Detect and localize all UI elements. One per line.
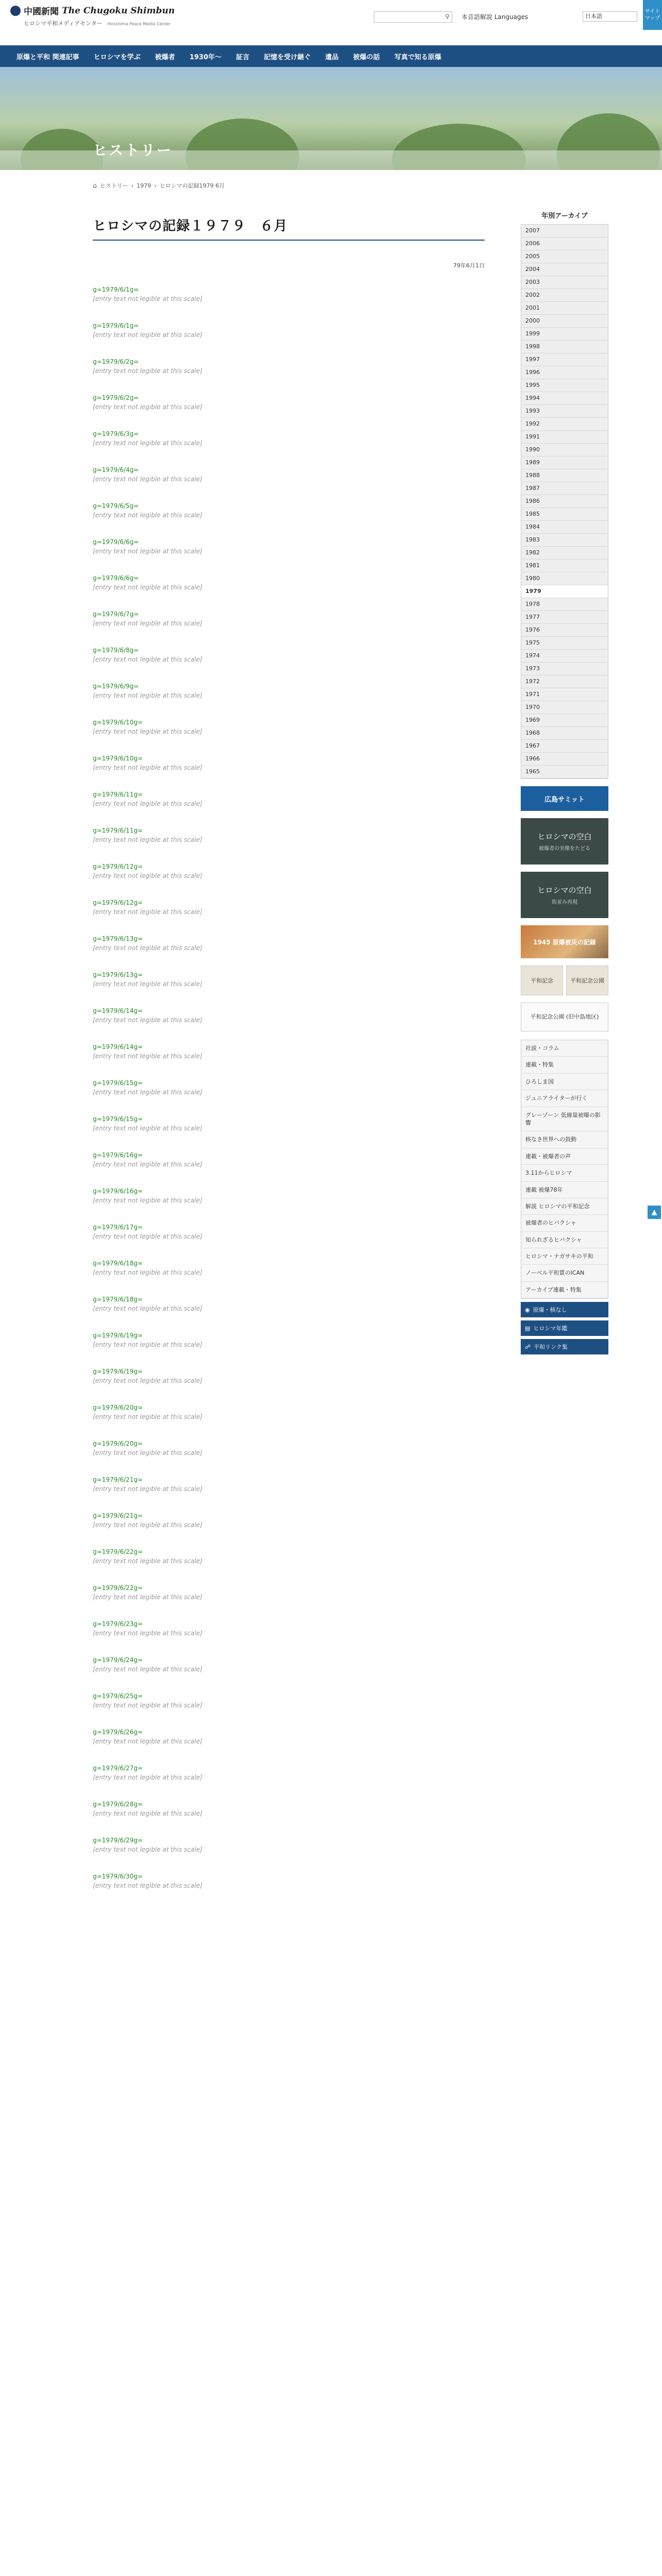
nav-item-history[interactable]: 1930年〜 bbox=[189, 53, 222, 61]
entry-date: g=1979/6/16g= bbox=[93, 1188, 143, 1195]
year-item-1993[interactable]: 1993 bbox=[521, 405, 608, 418]
year-item-1973[interactable]: 1973 bbox=[521, 663, 608, 675]
year-item-2007[interactable]: 2007 bbox=[521, 225, 608, 238]
entry-text: [entry text not legible at this scale] bbox=[93, 1557, 203, 1565]
year-item-1998[interactable]: 1998 bbox=[521, 341, 608, 353]
banner-peace-park-nakajima[interactable]: 平和記念公園 (旧中島地区) bbox=[521, 1003, 608, 1031]
nav-item-photos[interactable]: 写真で知る原爆 bbox=[394, 53, 441, 61]
site-logo[interactable] bbox=[10, 4, 175, 27]
banner-1945-record[interactable]: 1945 原爆被災の記録 bbox=[521, 925, 608, 958]
banner-peace-memorial[interactable]: 平和記念 bbox=[521, 965, 563, 995]
banner-subtitle: 街並み再現 bbox=[552, 900, 577, 905]
search-icon[interactable]: ⚲ bbox=[445, 13, 450, 20]
entry-item bbox=[93, 1187, 485, 1215]
entry-text: [entry text not legible at this scale] bbox=[93, 872, 203, 879]
entry-text: [entry text not legible at this scale] bbox=[93, 1197, 203, 1204]
entry-text: [entry text not legible at this scale] bbox=[93, 476, 203, 483]
entry-text: [entry text not legible at this scale] bbox=[93, 1269, 203, 1276]
banner-subtitle: 被爆者の実像をたどる bbox=[539, 846, 590, 852]
entry-item bbox=[93, 1403, 485, 1432]
entry-text: [entry text not legible at this scale] bbox=[93, 367, 203, 375]
entry-date: g=1979/6/26g= bbox=[93, 1728, 143, 1736]
sidebar-link[interactable]: 連載 被爆78年 bbox=[521, 1182, 608, 1198]
entry-item bbox=[93, 718, 485, 747]
logo-en: The Chugoku Shimbun bbox=[62, 5, 175, 16]
entry-text: [entry text not legible at this scale] bbox=[93, 295, 203, 302]
year-item-2006[interactable]: 2006 bbox=[521, 238, 608, 250]
page-title: ヒロシマの記録１９７９ ６月 bbox=[93, 218, 288, 234]
entry-date: g=1979/6/11g= bbox=[93, 791, 143, 798]
banner-row bbox=[521, 965, 608, 995]
entry-text: [entry text not legible at this scale] bbox=[93, 403, 203, 411]
year-item-1992[interactable]: 1992 bbox=[521, 418, 608, 431]
entry-text: [entry text not legible at this scale] bbox=[93, 512, 203, 519]
logo-sub-jp: ヒロシマ平和メディアセンター bbox=[24, 20, 103, 27]
entry-item bbox=[93, 1475, 485, 1504]
entry-item bbox=[93, 790, 485, 819]
banner-peace-park[interactable]: 平和記念公園 bbox=[566, 965, 608, 995]
sidebar-link[interactable]: ヒロシマ・ナガサキの平和 bbox=[521, 1248, 608, 1265]
entry-item bbox=[93, 646, 485, 674]
banner-title: ヒロシマの空白 bbox=[537, 832, 592, 841]
entry-date: g=1979/6/13g= bbox=[93, 971, 143, 978]
entry-text: [entry text not legible at this scale] bbox=[93, 1413, 203, 1420]
logo-jp: 中國新聞 bbox=[24, 7, 59, 17]
entry-date: g=1979/6/18g= bbox=[93, 1260, 143, 1267]
entry-date: g=1979/6/14g= bbox=[93, 1007, 143, 1014]
hero-banner bbox=[0, 67, 662, 170]
year-item-2001[interactable]: 2001 bbox=[521, 302, 608, 315]
entry-date: g=1979/6/12g= bbox=[93, 863, 143, 870]
banner-hiroshima-blank[interactable] bbox=[521, 818, 608, 865]
year-item-1971[interactable]: 1971 bbox=[521, 688, 608, 701]
entry-item bbox=[93, 1655, 485, 1684]
entry-item bbox=[93, 537, 485, 566]
entry-text: [entry text not legible at this scale] bbox=[93, 836, 203, 843]
top-header bbox=[0, 0, 662, 30]
year-item-1987[interactable]: 1987 bbox=[521, 482, 608, 495]
sidebar-link[interactable]: 3.11からヒロシマ bbox=[521, 1165, 608, 1181]
entry-text: [entry text not legible at this scale] bbox=[93, 1702, 203, 1709]
year-item-1986[interactable]: 1986 bbox=[521, 495, 608, 508]
year-item-2002[interactable]: 2002 bbox=[521, 289, 608, 302]
year-item-1999[interactable]: 1999 bbox=[521, 328, 608, 341]
year-item-1996[interactable]: 1996 bbox=[521, 366, 608, 379]
entry-text: [entry text not legible at this scale] bbox=[93, 1053, 203, 1060]
search-input[interactable] bbox=[374, 11, 452, 23]
entry-item bbox=[93, 1295, 485, 1324]
hero-title: ヒストリー bbox=[93, 142, 173, 159]
entry-text: [entry text not legible at this scale] bbox=[93, 1377, 203, 1384]
entry-item bbox=[93, 1114, 485, 1143]
sidebar-link[interactable]: ジュニアライターが行く bbox=[521, 1090, 608, 1107]
entry-item bbox=[93, 970, 485, 999]
entry-item bbox=[93, 1619, 485, 1648]
sidebar-link[interactable]: 知られざるヒバクシャ bbox=[521, 1232, 608, 1248]
entry-item bbox=[93, 1331, 485, 1360]
breadcrumb-current: ヒロシマの記録1979 6月 bbox=[159, 182, 225, 189]
breadcrumb-separator: › bbox=[131, 182, 134, 189]
entry-item bbox=[93, 682, 485, 710]
year-item-1968[interactable]: 1968 bbox=[521, 727, 608, 740]
year-item-1979[interactable]: 1979 bbox=[521, 585, 608, 598]
entry-text: [entry text not legible at this scale] bbox=[93, 439, 203, 447]
sidebar-button-links[interactable] bbox=[521, 1339, 608, 1354]
year-item-1990[interactable]: 1990 bbox=[521, 444, 608, 456]
entry-date: g=1979/6/4g= bbox=[93, 466, 139, 473]
year-item-1969[interactable]: 1969 bbox=[521, 714, 608, 727]
entry-date: g=1979/6/18g= bbox=[93, 1296, 143, 1303]
entry-date: g=1979/6/19g= bbox=[93, 1368, 143, 1375]
entry-text: [entry text not legible at this scale] bbox=[93, 1521, 203, 1529]
entry-item bbox=[93, 1439, 485, 1468]
year-item-1984[interactable]: 1984 bbox=[521, 521, 608, 534]
entry-text: [entry text not legible at this scale] bbox=[93, 1125, 203, 1132]
logo-main bbox=[10, 4, 175, 17]
entry-date: g=1979/6/25g= bbox=[93, 1692, 143, 1700]
entry-item bbox=[93, 754, 485, 783]
entry-item bbox=[93, 826, 485, 855]
entry-text: [entry text not legible at this scale] bbox=[93, 944, 203, 952]
entry-text: [entry text not legible at this scale] bbox=[93, 548, 203, 555]
year-item-2003[interactable]: 2003 bbox=[521, 276, 608, 289]
entry-list bbox=[93, 285, 485, 1901]
entry-item bbox=[93, 1042, 485, 1071]
entry-item bbox=[93, 1006, 485, 1035]
entry-item bbox=[93, 573, 485, 602]
entry-text: [entry text not legible at this scale] bbox=[93, 1305, 203, 1312]
entry-text: [entry text not legible at this scale] bbox=[93, 1846, 203, 1853]
sitemap-button[interactable]: サイトマップ bbox=[643, 0, 662, 30]
year-item-1985[interactable]: 1985 bbox=[521, 508, 608, 521]
entry-date: g=1979/6/14g= bbox=[93, 1043, 143, 1050]
entry-date: g=1979/6/23g= bbox=[93, 1620, 143, 1628]
entry-date: g=1979/6/10g= bbox=[93, 755, 143, 762]
year-item-1983[interactable]: 1983 bbox=[521, 534, 608, 547]
banner-title: ヒロシマの空白 bbox=[537, 886, 592, 895]
entry-date: g=1979/6/12g= bbox=[93, 899, 143, 906]
year-item-1965[interactable]: 1965 bbox=[521, 766, 608, 778]
entry-date: g=1979/6/10g= bbox=[93, 719, 143, 726]
globe-icon: ◉ bbox=[525, 1306, 530, 1313]
entry-item bbox=[93, 1727, 485, 1756]
entry-date: g=1979/6/22g= bbox=[93, 1548, 143, 1555]
entry-text: [entry text not legible at this scale] bbox=[93, 1630, 203, 1637]
year-item-1972[interactable]: 1972 bbox=[521, 675, 608, 688]
year-item-1980[interactable]: 1980 bbox=[521, 572, 608, 585]
title-divider bbox=[93, 240, 485, 241]
entry-date: g=1979/6/5g= bbox=[93, 502, 139, 510]
year-item-1975[interactable]: 1975 bbox=[521, 637, 608, 650]
entry-text: [entry text not legible at this scale] bbox=[93, 1161, 203, 1168]
entry-date: g=1979/6/29g= bbox=[93, 1837, 143, 1844]
entry-item bbox=[93, 609, 485, 638]
year-item-1989[interactable]: 1989 bbox=[521, 456, 608, 469]
nav-item-articles[interactable]: 原爆と平和 関連記事 bbox=[16, 53, 79, 61]
year-item-1977[interactable]: 1977 bbox=[521, 611, 608, 624]
year-item-1982[interactable]: 1982 bbox=[521, 547, 608, 560]
entry-item bbox=[93, 429, 485, 458]
entry-text: [entry text not legible at this scale] bbox=[93, 1233, 203, 1240]
logo-mark-icon bbox=[10, 6, 21, 16]
year-archive-list bbox=[521, 225, 608, 779]
sidebar-link[interactable]: 連載・特集 bbox=[521, 1057, 608, 1073]
breadcrumb-separator: › bbox=[154, 182, 157, 189]
entry-text: [entry text not legible at this scale] bbox=[93, 800, 203, 807]
publish-date: 79年6月1日 bbox=[453, 262, 485, 269]
entry-date: g=1979/6/15g= bbox=[93, 1079, 143, 1087]
banner-hiroshima-blank-town[interactable] bbox=[521, 872, 608, 918]
breadcrumb-item[interactable]: ヒストリー bbox=[100, 182, 128, 189]
sidebar-link[interactable]: 社説・コラム bbox=[521, 1040, 608, 1057]
entry-date: g=1979/6/19g= bbox=[93, 1332, 143, 1339]
language-label: 本音語解說 Languages bbox=[461, 13, 528, 21]
sidebar-link[interactable]: 核なき世界への鼓動 bbox=[521, 1131, 608, 1148]
nav-item-relics[interactable]: 遺品 bbox=[325, 53, 339, 61]
entry-text: [entry text not legible at this scale] bbox=[93, 692, 203, 699]
entry-date: g=1979/6/30g= bbox=[93, 1873, 143, 1880]
entry-text: [entry text not legible at this scale] bbox=[93, 584, 203, 591]
entry-text: [entry text not legible at this scale] bbox=[93, 980, 203, 988]
sidebar-button-label: 平和リンク集 bbox=[534, 1344, 568, 1351]
entry-text: [entry text not legible at this scale] bbox=[93, 764, 203, 771]
entry-text: [entry text not legible at this scale] bbox=[93, 728, 203, 735]
year-item-1994[interactable]: 1994 bbox=[521, 392, 608, 405]
entry-item bbox=[93, 1150, 485, 1179]
archive-title: 年別アーカイブ bbox=[521, 206, 608, 225]
entry-item bbox=[93, 862, 485, 891]
main-nav bbox=[0, 45, 662, 67]
entry-item bbox=[93, 1872, 485, 1901]
entry-date: g=1979/6/6g= bbox=[93, 574, 139, 582]
entry-date: g=1979/6/28g= bbox=[93, 1801, 143, 1808]
entry-item bbox=[93, 1583, 485, 1612]
entry-text: [entry text not legible at this scale] bbox=[93, 1449, 203, 1456]
home-icon[interactable]: ⌂ bbox=[93, 182, 97, 189]
nav-item-memory[interactable]: 記憶を受け継ぐ bbox=[263, 53, 311, 61]
breadcrumb-item[interactable]: 1979 bbox=[137, 182, 152, 189]
entry-date: g=1979/6/16g= bbox=[93, 1151, 143, 1159]
entry-item bbox=[93, 934, 485, 963]
entry-item bbox=[93, 1836, 485, 1865]
entry-text: [entry text not legible at this scale] bbox=[93, 656, 203, 663]
year-item-1974[interactable]: 1974 bbox=[521, 650, 608, 663]
entry-text: [entry text not legible at this scale] bbox=[93, 331, 203, 338]
sidebar-link[interactable]: 解説 ヒロシマの平和記念 bbox=[521, 1198, 608, 1215]
entry-date: g=1979/6/6g= bbox=[93, 538, 139, 546]
sidebar-link[interactable]: アーカイブ連載・特集 bbox=[521, 1282, 608, 1298]
entry-date: g=1979/6/13g= bbox=[93, 935, 143, 942]
entry-text: [entry text not legible at this scale] bbox=[93, 1341, 203, 1348]
year-item-1997[interactable]: 1997 bbox=[521, 353, 608, 366]
sidebar-link[interactable]: ノーベル平和賞のICAN bbox=[521, 1265, 608, 1281]
entry-date: g=1979/6/1g= bbox=[93, 322, 139, 329]
entry-text: [entry text not legible at this scale] bbox=[93, 1485, 203, 1493]
page-top-button[interactable]: ▲ bbox=[648, 1206, 661, 1219]
entry-date: g=1979/6/17g= bbox=[93, 1224, 143, 1231]
entry-text: [entry text not legible at this scale] bbox=[93, 1774, 203, 1781]
breadcrumb bbox=[93, 181, 225, 190]
entry-text: [entry text not legible at this scale] bbox=[93, 1882, 203, 1889]
entry-date: g=1979/6/20g= bbox=[93, 1404, 143, 1411]
entry-date: g=1979/6/24g= bbox=[93, 1656, 143, 1664]
main-content bbox=[93, 206, 485, 1908]
sidebar bbox=[521, 206, 608, 1354]
entry-date: g=1979/6/8g= bbox=[93, 647, 139, 654]
entry-text: [entry text not legible at this scale] bbox=[93, 1666, 203, 1673]
entry-item bbox=[93, 393, 485, 422]
sidebar-link[interactable]: 被爆者のヒバクシャ bbox=[521, 1215, 608, 1231]
entry-date: g=1979/6/22g= bbox=[93, 1584, 143, 1591]
entry-item bbox=[93, 1547, 485, 1576]
entry-text: [entry text not legible at this scale] bbox=[93, 1594, 203, 1601]
year-item-1978[interactable]: 1978 bbox=[521, 598, 608, 611]
year-item-1966[interactable]: 1966 bbox=[521, 753, 608, 766]
entry-date: g=1979/6/2g= bbox=[93, 358, 139, 365]
sidebar-links bbox=[521, 1040, 608, 1299]
nav-item-hibakusha[interactable]: 被爆者 bbox=[155, 53, 175, 61]
entry-item bbox=[93, 898, 485, 927]
year-item-1988[interactable]: 1988 bbox=[521, 469, 608, 482]
year-item-1991[interactable]: 1991 bbox=[521, 431, 608, 444]
sidebar-button-nuclear[interactable] bbox=[521, 1302, 608, 1317]
year-item-2004[interactable]: 2004 bbox=[521, 263, 608, 276]
entry-item bbox=[93, 1367, 485, 1396]
nav-item-testimony[interactable]: 証言 bbox=[236, 53, 250, 61]
entry-date: g=1979/6/20g= bbox=[93, 1440, 143, 1447]
entry-item bbox=[93, 1223, 485, 1251]
entry-item bbox=[93, 1078, 485, 1107]
entry-date: g=1979/6/7g= bbox=[93, 611, 139, 618]
entry-date: g=1979/6/1g= bbox=[93, 286, 139, 293]
entry-item bbox=[93, 321, 485, 350]
entry-item bbox=[93, 465, 485, 494]
year-item-1981[interactable]: 1981 bbox=[521, 560, 608, 572]
entry-date: g=1979/6/2g= bbox=[93, 394, 139, 401]
year-item-2000[interactable]: 2000 bbox=[521, 315, 608, 328]
year-item-1995[interactable]: 1995 bbox=[521, 379, 608, 392]
entry-text: [entry text not legible at this scale] bbox=[93, 1810, 203, 1817]
year-item-1976[interactable]: 1976 bbox=[521, 624, 608, 637]
entry-item bbox=[93, 501, 485, 530]
language-select[interactable]: 日本語 bbox=[583, 11, 637, 22]
entry-text: [entry text not legible at this scale] bbox=[93, 1738, 203, 1745]
sidebar-link[interactable]: 連載・被爆者の声 bbox=[521, 1148, 608, 1165]
entry-item bbox=[93, 1691, 485, 1720]
entry-date: g=1979/6/9g= bbox=[93, 683, 139, 690]
banner-hiroshima-summit[interactable]: 広島サミット bbox=[521, 786, 608, 811]
entry-item bbox=[93, 1259, 485, 1287]
logo-subtitle bbox=[24, 19, 175, 27]
sidebar-button-label: 原爆・核なし bbox=[533, 1307, 567, 1314]
entry-text: [entry text not legible at this scale] bbox=[93, 1089, 203, 1096]
entry-item bbox=[93, 357, 485, 386]
book-icon: ▤ bbox=[525, 1325, 531, 1332]
nav-item-stories[interactable]: 被爆の話 bbox=[353, 53, 380, 61]
entry-item bbox=[93, 285, 485, 314]
sidebar-button-yearbook[interactable] bbox=[521, 1320, 608, 1336]
entry-date: g=1979/6/21g= bbox=[93, 1476, 143, 1483]
sidebar-link[interactable]: グレーゾーン 低線量被曝の影響 bbox=[521, 1107, 608, 1132]
entry-text: [entry text not legible at this scale] bbox=[93, 908, 203, 916]
sidebar-button-label: ヒロシマ年鑑 bbox=[533, 1325, 568, 1332]
link-icon: ☍ bbox=[525, 1343, 531, 1350]
entry-item bbox=[93, 1764, 485, 1792]
entry-date: g=1979/6/27g= bbox=[93, 1765, 143, 1772]
entry-date: g=1979/6/15g= bbox=[93, 1115, 143, 1123]
logo-sub-en: Hiroshima Peace Media Center bbox=[107, 22, 171, 26]
entry-item bbox=[93, 1800, 485, 1828]
entry-text: [entry text not legible at this scale] bbox=[93, 620, 203, 627]
sidebar-link[interactable]: ひろしま国 bbox=[521, 1074, 608, 1090]
nav-item-learn[interactable]: ヒロシマを学ぶ bbox=[93, 53, 141, 61]
entry-item bbox=[93, 1511, 485, 1540]
year-item-2005[interactable]: 2005 bbox=[521, 250, 608, 263]
year-item-1970[interactable]: 1970 bbox=[521, 701, 608, 714]
year-item-1967[interactable]: 1967 bbox=[521, 740, 608, 753]
entry-text: [entry text not legible at this scale] bbox=[93, 1016, 203, 1024]
entry-date: g=1979/6/11g= bbox=[93, 827, 143, 834]
entry-date: g=1979/6/21g= bbox=[93, 1512, 143, 1519]
entry-date: g=1979/6/3g= bbox=[93, 430, 139, 437]
